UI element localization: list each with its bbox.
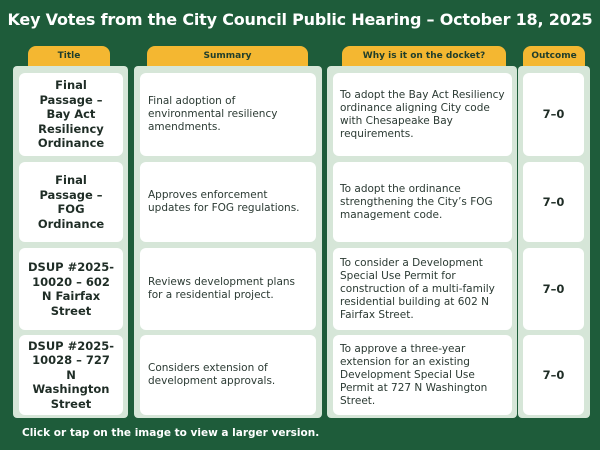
row-2-title: Final Passage – FOG Ordinance (19, 162, 123, 242)
row-3-title: DSUP #2025-10020 – 602 N Fairfax Street (19, 248, 123, 330)
row-1-why: To adopt the Bay Act Resiliency ordinance aligning City code with Chesapeake Bay requirements. (333, 73, 512, 156)
header-title: Title (28, 46, 110, 66)
row-1-summary: Final adoption of environmental resiliency amendments. (140, 73, 316, 156)
row-2-why: To adopt the ordinance strengthening the City’s FOG management code. (333, 162, 512, 242)
row-2-summary: Approves enforcement updates for FOG regulations. (140, 162, 316, 242)
header-why: Why is it on the docket? (342, 46, 506, 66)
row-4-outcome: 7–0 (523, 335, 584, 415)
row-3-outcome: 7–0 (523, 248, 584, 330)
row-2-outcome: 7–0 (523, 162, 584, 242)
row-3-why: To consider a Development Special Use Permit for construction of a multi-family residential building at 602 N Fairfax Street. (333, 248, 512, 330)
row-4-why: To approve a three-year extension for an existing Development Special Use Permit at 727 N Washington Street. (333, 335, 512, 415)
header-summary: Summary (147, 46, 308, 66)
footer-note[interactable]: Click or tap on the image to view a larger version. (22, 427, 320, 439)
row-1-outcome: 7–0 (523, 73, 584, 156)
row-4-title: DSUP #2025-10028 – 727 N Washington Street (19, 335, 123, 415)
row-4-summary: Considers extension of development approvals. (140, 335, 316, 415)
header-outcome: Outcome (523, 46, 585, 66)
row-1-title: Final Passage – Bay Act Resiliency Ordinance (19, 73, 123, 156)
page-title: Key Votes from the City Council Public Hearing – October 18, 2025 (7, 10, 593, 29)
row-3-summary: Reviews development plans for a residential project. (140, 248, 316, 330)
